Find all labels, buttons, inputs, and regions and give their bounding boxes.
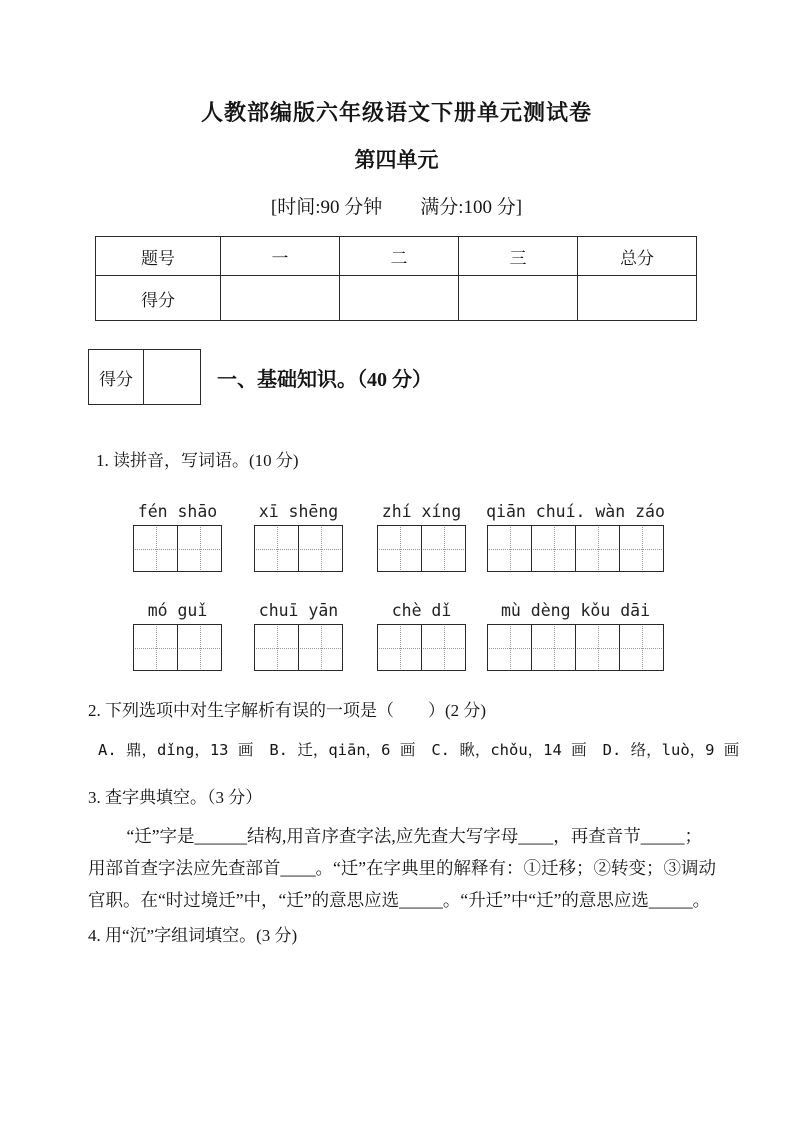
section-title: 一、基础知识。（40 分） (217, 368, 432, 391)
score-cell[interactable] (221, 276, 340, 321)
pinyin-word-block (133, 502, 222, 572)
pinyin-word-block (254, 502, 343, 572)
writing-grid[interactable] (133, 525, 222, 572)
section-one-header (88, 349, 793, 405)
exam-meta: [时间:90 分钟 满分:100 分] (270, 197, 523, 218)
pinyin-label: qiān chuí. wàn záo (486, 502, 665, 521)
writing-cell[interactable] (298, 526, 342, 571)
pinyin-word-block (486, 502, 665, 572)
pinyin-label: mó guǐ (147, 601, 208, 620)
pinyin-word-row (96, 502, 793, 572)
question-2 (88, 699, 793, 762)
writing-grid[interactable] (133, 624, 222, 671)
score-table-header-cell: 三 (459, 237, 578, 276)
choice-option: D. 络，luò，9 画 (602, 741, 740, 759)
question-1 (96, 449, 793, 671)
pinyin-label: chè dǐ (391, 601, 452, 620)
score-cell[interactable] (578, 276, 697, 321)
question-4-prompt: 4. 用“沉”字组词填空。(3 分) (88, 926, 298, 945)
score-table-header-row (96, 237, 697, 276)
writing-cell[interactable] (378, 526, 421, 571)
writing-cell[interactable] (531, 625, 575, 670)
writing-cell[interactable] (488, 526, 531, 571)
pinyin-label: xī shēng (258, 502, 339, 521)
writing-grid[interactable] (377, 525, 466, 572)
score-table-header-cell: 二 (340, 237, 459, 276)
writing-cell[interactable] (255, 625, 298, 670)
pinyin-word-row (96, 601, 793, 671)
writing-grid[interactable] (487, 624, 664, 671)
pinyin-word-block (487, 601, 664, 671)
pinyin-label: zhí xíng (381, 502, 462, 521)
unit-subtitle: 第四单元 (354, 148, 439, 172)
writing-cell[interactable] (255, 526, 298, 571)
question-3 (88, 786, 793, 916)
writing-cell[interactable] (177, 625, 221, 670)
score-table-header-cell: 题号 (96, 237, 221, 276)
writing-grid[interactable] (254, 525, 343, 572)
writing-grid[interactable] (487, 525, 664, 572)
writing-cell[interactable] (134, 526, 177, 571)
pinyin-label: mù dèng kǒu dāi (500, 601, 651, 620)
writing-cell[interactable] (177, 526, 221, 571)
page-title: 人教部编版六年级语文下册单元测试卷 (200, 100, 592, 125)
score-box-label: 得分 (89, 350, 144, 405)
question-3-line: 用部首查字法应先查部首____。“迁”在字典里的解释有：①迁移；②转变；③调动 (88, 858, 717, 878)
score-cell[interactable] (340, 276, 459, 321)
writing-cell[interactable] (619, 625, 663, 670)
question-3-line: “迁”字是______结构,用音序查字法,应先查大写字母____，再查音节_____； (126, 826, 703, 846)
score-table-header-cell: 总分 (578, 237, 697, 276)
score-table (95, 236, 697, 321)
question-3-prompt: 3. 查字典填空。（3 分） (88, 788, 263, 807)
question-4 (88, 924, 793, 948)
choice-option: C. 瞅，chǒu，14 画 (431, 741, 587, 759)
score-box-input[interactable] (144, 350, 201, 405)
writing-grid[interactable] (377, 624, 466, 671)
score-table-score-row (96, 276, 697, 321)
writing-cell[interactable] (575, 625, 619, 670)
writing-cell[interactable] (421, 625, 465, 670)
pinyin-label: fén shāo (137, 502, 218, 521)
question-2-options (98, 738, 793, 762)
writing-cell[interactable] (619, 526, 663, 571)
score-cell[interactable] (459, 276, 578, 321)
pinyin-writing-area (96, 502, 793, 671)
section-score-box (88, 349, 201, 405)
writing-cell[interactable] (134, 625, 177, 670)
question-3-body (88, 820, 718, 916)
writing-cell[interactable] (575, 526, 619, 571)
question-2-prompt: 2. 下列选项中对生字解析有误的一项是（ ）(2 分) (88, 701, 487, 720)
writing-cell[interactable] (531, 526, 575, 571)
pinyin-word-block (377, 502, 466, 572)
choice-option: B. 迁，qiān，6 画 (269, 741, 416, 759)
question-3-line: 官职。在“时过境迁”中，“迁”的意思应选_____。“升迁”中“迁”的意思应选_____。 (88, 890, 711, 910)
pinyin-label: chuī yān (258, 601, 339, 620)
choice-option: A. 鼎，dǐng，13 画 (98, 741, 254, 759)
score-row-label: 得分 (96, 276, 221, 321)
writing-cell[interactable] (378, 625, 421, 670)
writing-grid[interactable] (254, 624, 343, 671)
pinyin-word-block (377, 601, 466, 671)
writing-cell[interactable] (488, 625, 531, 670)
pinyin-word-block (133, 601, 222, 671)
writing-cell[interactable] (298, 625, 342, 670)
pinyin-word-block (254, 601, 343, 671)
writing-cell[interactable] (421, 526, 465, 571)
question-1-prompt: 1. 读拼音，写词语。(10 分) (96, 451, 299, 470)
score-table-header-cell: 一 (221, 237, 340, 276)
